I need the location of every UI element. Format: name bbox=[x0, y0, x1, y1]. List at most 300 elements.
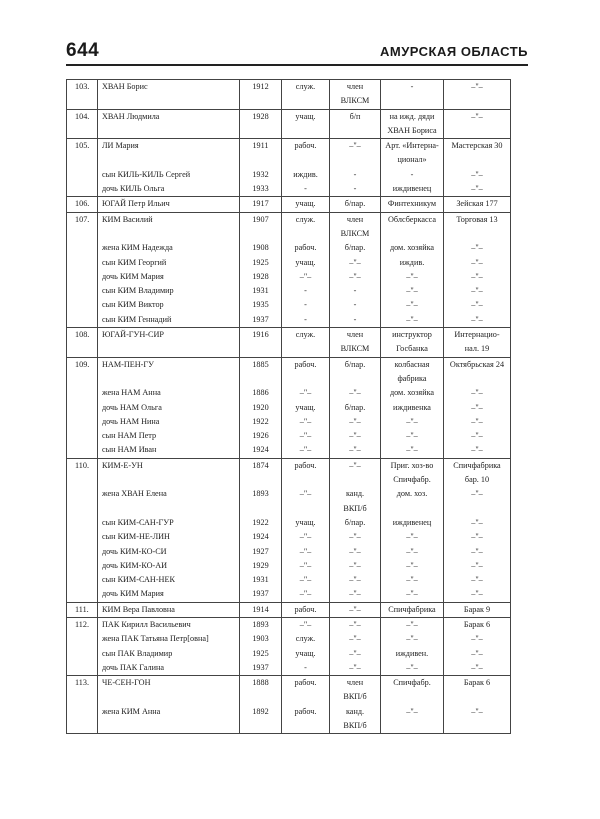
birth-year: 1928 bbox=[252, 111, 269, 121]
social-status: учащ. bbox=[295, 648, 316, 658]
person-name: ХВАН Борис bbox=[102, 82, 148, 91]
record-number-cell bbox=[67, 617, 98, 675]
address: –"– bbox=[471, 431, 483, 441]
birth-year-cell bbox=[240, 617, 282, 675]
address: –"– bbox=[471, 706, 483, 716]
social-status: –"– bbox=[299, 546, 312, 556]
person-name: дочь КИЛЬ Ольга bbox=[102, 184, 165, 194]
record-number: 106. bbox=[75, 199, 90, 209]
party-membership: - bbox=[353, 300, 357, 310]
workplace: Приг. хоз-во bbox=[390, 460, 434, 470]
running-header-region: АМУРСКАЯ ОБЛАСТЬ bbox=[380, 44, 528, 59]
person-name: сын КИМ-НЕ-ЛИН bbox=[102, 532, 170, 542]
workplace: –"– bbox=[406, 546, 418, 556]
birth-year: 1920 bbox=[252, 402, 269, 412]
social-status bbox=[284, 473, 327, 487]
table-row bbox=[67, 80, 511, 110]
person-name: дочь КИМ-КО-СИ bbox=[102, 546, 167, 556]
birth-year: 1914 bbox=[252, 604, 269, 614]
record-number-cell bbox=[67, 197, 98, 212]
person-name: жена КИМ Надежда bbox=[102, 243, 173, 253]
social-status: –"– bbox=[299, 416, 312, 426]
workplace: - bbox=[410, 169, 414, 179]
record-number: 111. bbox=[75, 604, 89, 614]
workplace: Спичфабрика bbox=[388, 604, 436, 614]
person-name: КИМ-Е-УН bbox=[102, 460, 143, 470]
address: –"– bbox=[471, 243, 483, 253]
birth-year bbox=[242, 719, 279, 733]
birth-year: 1927 bbox=[252, 546, 269, 556]
person-name bbox=[102, 719, 237, 733]
person-name: КИМ Василий bbox=[102, 214, 153, 224]
record-number-cell bbox=[67, 458, 98, 602]
workplace-cell bbox=[381, 357, 444, 458]
birth-year: 1928 bbox=[252, 271, 269, 281]
birth-year: 1937 bbox=[252, 662, 269, 672]
address: –"– bbox=[471, 445, 483, 455]
record-number: 103. bbox=[75, 82, 90, 91]
address: –"– bbox=[471, 388, 483, 398]
party-membership: ВКП/б bbox=[343, 721, 367, 731]
address: –"– bbox=[471, 314, 483, 324]
social-status bbox=[284, 372, 327, 386]
birth-year bbox=[242, 124, 279, 138]
birth-year: 1931 bbox=[252, 575, 269, 585]
party-membership: –"– bbox=[349, 460, 361, 470]
record-number: 107. bbox=[75, 214, 90, 224]
birth-year: 1932 bbox=[252, 169, 269, 179]
person-name: НАМ-ПЕН-ГУ bbox=[102, 359, 154, 369]
social-status-cell bbox=[282, 212, 330, 327]
person-name bbox=[102, 690, 237, 704]
birth-year: 1922 bbox=[252, 517, 269, 527]
party-membership: –"– bbox=[349, 648, 361, 658]
birth-year-cell bbox=[240, 458, 282, 602]
person-name-cell bbox=[98, 357, 240, 458]
table-row bbox=[67, 676, 511, 734]
birth-year: 1926 bbox=[252, 431, 269, 441]
social-status: - bbox=[304, 662, 307, 672]
party-membership: –"– bbox=[349, 388, 361, 398]
workplace-cell bbox=[381, 139, 444, 197]
person-name: ЮГАЙ-ГУН-СИР bbox=[102, 330, 164, 340]
birth-year: 1907 bbox=[252, 214, 269, 224]
table-row bbox=[67, 617, 511, 675]
address bbox=[446, 153, 508, 167]
workplace-cell bbox=[381, 602, 444, 617]
person-name: сын КИМ Владимир bbox=[102, 286, 174, 296]
party-membership: –"– bbox=[349, 141, 361, 151]
workplace bbox=[383, 690, 441, 704]
party-membership: –"– bbox=[349, 575, 361, 585]
page-number: 644 bbox=[66, 40, 100, 61]
record-number: 104. bbox=[75, 111, 90, 121]
workplace: –"– bbox=[406, 634, 418, 644]
party-membership: –"– bbox=[349, 560, 361, 570]
record-number: 109. bbox=[75, 359, 90, 369]
person-name-cell bbox=[98, 80, 240, 110]
person-name bbox=[102, 372, 237, 386]
person-name bbox=[102, 227, 237, 241]
party-membership: б/пар. bbox=[344, 199, 366, 209]
social-status: служ. bbox=[295, 82, 316, 91]
workplace: Арт. «Интерна- bbox=[385, 141, 439, 151]
social-status-cell bbox=[282, 602, 330, 617]
social-status: - bbox=[304, 314, 307, 324]
social-status-cell bbox=[282, 328, 330, 358]
person-name: жена КИМ Анна bbox=[102, 706, 161, 716]
person-name: жена ХВАН Елена bbox=[102, 489, 167, 499]
social-status: –"– bbox=[299, 575, 312, 585]
party-membership: член bbox=[346, 82, 364, 91]
party-membership bbox=[332, 372, 378, 386]
address-cell bbox=[444, 602, 511, 617]
address bbox=[446, 94, 508, 108]
birth-year: 1911 bbox=[252, 141, 269, 151]
party-membership: б/п bbox=[349, 111, 361, 121]
social-status: рабоч. bbox=[294, 243, 317, 253]
registry-table bbox=[66, 79, 511, 734]
person-name bbox=[102, 153, 237, 167]
birth-year bbox=[242, 473, 279, 487]
table-row bbox=[67, 139, 511, 197]
person-name-cell bbox=[98, 617, 240, 675]
address: –"– bbox=[471, 560, 483, 570]
workplace: –"– bbox=[406, 662, 418, 672]
workplace: Спичфабр. bbox=[393, 475, 431, 485]
birth-year: 1925 bbox=[252, 257, 269, 267]
birth-year-cell bbox=[240, 197, 282, 212]
birth-year-cell bbox=[240, 676, 282, 734]
person-name: ХВАН Людмила bbox=[102, 111, 160, 121]
workplace: инструктор bbox=[392, 330, 432, 340]
address: нал. 19 bbox=[464, 344, 490, 354]
person-name: ПАК Кирилл Васильевич bbox=[102, 619, 191, 629]
table-row bbox=[67, 197, 511, 212]
party-membership: ВКП/б bbox=[343, 692, 367, 702]
address: –"– bbox=[471, 169, 483, 179]
social-status bbox=[284, 94, 327, 108]
social-status: рабоч. bbox=[294, 359, 317, 369]
person-name: дочь НАМ Ольга bbox=[102, 402, 162, 412]
address: Барак 9 bbox=[463, 604, 491, 614]
address: –"– bbox=[471, 184, 483, 194]
party-membership: –"– bbox=[349, 546, 361, 556]
record-number-cell bbox=[67, 139, 98, 197]
person-name: сын КИМ Георгий bbox=[102, 257, 167, 267]
workplace: –"– bbox=[406, 300, 418, 310]
social-status bbox=[284, 227, 327, 241]
workplace: ХВАН Бориса bbox=[387, 125, 437, 135]
address: Зейская 177 bbox=[456, 199, 498, 209]
social-status: –"– bbox=[299, 271, 312, 281]
address: –"– bbox=[471, 82, 483, 91]
address bbox=[446, 502, 508, 516]
workplace: –"– bbox=[406, 286, 418, 296]
social-status-cell bbox=[282, 197, 330, 212]
birth-year: 1888 bbox=[252, 678, 269, 688]
social-status: –"– bbox=[299, 589, 312, 599]
address-cell bbox=[444, 357, 511, 458]
party-membership: –"– bbox=[349, 431, 361, 441]
record-number: 110. bbox=[75, 460, 90, 470]
party-membership: ВЛКСМ bbox=[340, 344, 370, 354]
party-membership: –"– bbox=[349, 589, 361, 599]
person-name: сын ПАК Владимир bbox=[102, 648, 173, 658]
party-membership: б/пар. bbox=[344, 243, 366, 253]
address-cell bbox=[444, 109, 511, 139]
person-name: ЧЕ-СЕН-ГОН bbox=[102, 678, 151, 688]
workplace: –"– bbox=[406, 619, 418, 629]
social-status-cell bbox=[282, 676, 330, 734]
workplace: –"– bbox=[406, 314, 418, 324]
record-number-cell bbox=[67, 602, 98, 617]
record-number-cell bbox=[67, 357, 98, 458]
record-number-cell bbox=[67, 80, 98, 110]
person-name: дочь КИМ-КО-АИ bbox=[102, 560, 168, 570]
address: Мастерская 30 bbox=[451, 141, 503, 151]
address: Спичфабрика bbox=[453, 460, 501, 470]
person-name: ЮГАЙ Петр Ильич bbox=[102, 199, 170, 209]
birth-year-cell bbox=[240, 109, 282, 139]
social-status: рабоч. bbox=[294, 678, 317, 688]
address-cell bbox=[444, 80, 511, 110]
birth-year: 1937 bbox=[252, 589, 269, 599]
person-name: дочь НАМ Нина bbox=[102, 416, 160, 426]
birth-year: 1933 bbox=[252, 184, 269, 194]
workplace bbox=[383, 227, 441, 241]
social-status bbox=[284, 502, 327, 516]
workplace: Спичфабр. bbox=[393, 678, 431, 688]
social-status-cell bbox=[282, 139, 330, 197]
address: –"– bbox=[471, 271, 483, 281]
party-membership: - bbox=[353, 286, 357, 296]
person-name bbox=[102, 342, 237, 356]
party-membership bbox=[332, 153, 378, 167]
party-membership bbox=[332, 124, 378, 138]
table-row bbox=[67, 458, 511, 602]
birth-year: 1916 bbox=[252, 330, 269, 340]
workplace bbox=[383, 502, 441, 516]
party-membership: –"– bbox=[349, 662, 361, 672]
workplace: иждивен. bbox=[395, 648, 429, 658]
address: –"– bbox=[471, 648, 483, 658]
record-number: 113. bbox=[75, 678, 90, 688]
birth-year: 1903 bbox=[252, 634, 269, 644]
birth-year: 1937 bbox=[252, 314, 269, 324]
party-membership-cell bbox=[330, 80, 381, 110]
social-status: - bbox=[304, 286, 307, 296]
workplace-cell bbox=[381, 197, 444, 212]
social-status: - bbox=[304, 300, 307, 310]
workplace: –"– bbox=[406, 445, 418, 455]
social-status: иждив. bbox=[293, 169, 318, 179]
party-membership bbox=[332, 473, 378, 487]
workplace-cell bbox=[381, 676, 444, 734]
workplace: фабрика bbox=[397, 373, 427, 383]
workplace: иждив. bbox=[399, 257, 425, 267]
address: –"– bbox=[471, 662, 483, 672]
address: Октябрьская 24 bbox=[449, 359, 505, 369]
birth-year-cell bbox=[240, 80, 282, 110]
workplace-cell bbox=[381, 212, 444, 327]
social-status: учащ. bbox=[295, 199, 316, 209]
header-rule bbox=[66, 64, 528, 66]
party-membership-cell bbox=[330, 617, 381, 675]
address: Барак 6 bbox=[463, 678, 491, 688]
workplace: –"– bbox=[406, 532, 418, 542]
person-name bbox=[102, 473, 237, 487]
address-cell bbox=[444, 139, 511, 197]
workplace: –"– bbox=[406, 271, 418, 281]
social-status: рабоч. bbox=[294, 141, 317, 151]
workplace: - bbox=[410, 82, 414, 91]
person-name: жена ПАК Татьяна Петр[овна] bbox=[102, 634, 209, 644]
person-name: сын КИМ-САН-НЕК bbox=[102, 575, 175, 585]
workplace-cell bbox=[381, 458, 444, 602]
workplace: Финтехникум bbox=[387, 199, 437, 209]
party-membership: - bbox=[353, 169, 357, 179]
social-status-cell bbox=[282, 357, 330, 458]
address-cell bbox=[444, 617, 511, 675]
workplace bbox=[383, 719, 441, 733]
social-status: –"– bbox=[299, 388, 312, 398]
address bbox=[446, 690, 508, 704]
workplace: –"– bbox=[406, 575, 418, 585]
social-status bbox=[284, 153, 327, 167]
social-status: - bbox=[304, 184, 307, 194]
workplace: –"– bbox=[406, 416, 418, 426]
person-name-cell bbox=[98, 328, 240, 358]
party-membership: б/пар. bbox=[344, 359, 366, 369]
party-membership: –"– bbox=[349, 257, 361, 267]
birth-year bbox=[242, 94, 279, 108]
person-name: жена НАМ Анна bbox=[102, 388, 161, 398]
social-status: служ. bbox=[295, 330, 316, 340]
address: –"– bbox=[471, 286, 483, 296]
workplace: иждивенка bbox=[393, 402, 431, 412]
social-status: учащ. bbox=[295, 111, 316, 121]
person-name: сын КИМ Виктор bbox=[102, 300, 164, 310]
party-membership: ВЛКСМ bbox=[340, 96, 370, 106]
birth-year: 1917 bbox=[252, 199, 269, 209]
social-status: –"– bbox=[299, 489, 312, 499]
person-name: сын НАМ Петр bbox=[102, 431, 157, 441]
party-membership: канд. bbox=[345, 489, 365, 499]
birth-year-cell bbox=[240, 357, 282, 458]
address-cell bbox=[444, 328, 511, 358]
person-name-cell bbox=[98, 676, 240, 734]
social-status-cell bbox=[282, 458, 330, 602]
social-status: служ. bbox=[295, 634, 316, 644]
address bbox=[446, 719, 508, 733]
workplace: на ижд. дяди bbox=[389, 111, 435, 121]
social-status: –"– bbox=[299, 532, 312, 542]
address-cell bbox=[444, 212, 511, 327]
birth-year: 1912 bbox=[252, 82, 269, 91]
social-status: рабоч. bbox=[294, 460, 317, 470]
birth-year bbox=[242, 342, 279, 356]
address: –"– bbox=[471, 489, 483, 499]
address: –"– bbox=[471, 634, 483, 644]
social-status bbox=[284, 690, 327, 704]
social-status: –"– bbox=[299, 445, 312, 455]
record-number-cell bbox=[67, 109, 98, 139]
person-name: сын КИЛЬ-КИЛЬ Сергей bbox=[102, 169, 191, 179]
person-name-cell bbox=[98, 212, 240, 327]
record-number: 105. bbox=[75, 141, 90, 151]
party-membership-cell bbox=[330, 109, 381, 139]
party-membership: б/пар. bbox=[344, 517, 366, 527]
party-membership-cell bbox=[330, 212, 381, 327]
person-name: дочь КИМ Мария bbox=[102, 589, 164, 599]
record-number: 108. bbox=[75, 330, 90, 340]
party-membership: - bbox=[353, 314, 357, 324]
address: –"– bbox=[471, 575, 483, 585]
birth-year: 1893 bbox=[252, 489, 269, 499]
address: –"– bbox=[471, 257, 483, 267]
person-name: КИМ Вера Павловна bbox=[102, 604, 175, 614]
person-name: дочь ПАК Галина bbox=[102, 662, 164, 672]
social-status: учащ. bbox=[295, 517, 316, 527]
workplace-cell bbox=[381, 617, 444, 675]
table-row bbox=[67, 212, 511, 327]
party-membership: член bbox=[346, 214, 364, 224]
workplace-cell bbox=[381, 80, 444, 110]
social-status: учащ. bbox=[295, 257, 316, 267]
record-number-cell bbox=[67, 212, 98, 327]
party-membership: канд. bbox=[345, 706, 365, 716]
social-status: –"– bbox=[299, 560, 312, 570]
social-status: учащ. bbox=[295, 402, 316, 412]
record-number-cell bbox=[67, 328, 98, 358]
address: –"– bbox=[471, 546, 483, 556]
address: –"– bbox=[471, 300, 483, 310]
party-membership: ВКП/б bbox=[343, 503, 367, 513]
person-name-cell bbox=[98, 109, 240, 139]
social-status: рабоч. bbox=[294, 706, 317, 716]
workplace-cell bbox=[381, 328, 444, 358]
party-membership-cell bbox=[330, 458, 381, 602]
party-membership: –"– bbox=[349, 416, 361, 426]
workplace: –"– bbox=[406, 706, 418, 716]
party-membership-cell bbox=[330, 328, 381, 358]
birth-year-cell bbox=[240, 602, 282, 617]
person-name: ЛИ Мария bbox=[102, 141, 139, 151]
address: –"– bbox=[471, 402, 483, 412]
workplace: Облсберкасса bbox=[388, 214, 436, 224]
workplace: ционал» bbox=[397, 155, 427, 165]
workplace: –"– bbox=[406, 560, 418, 570]
birth-year: 1924 bbox=[252, 532, 269, 542]
social-status: рабоч. bbox=[294, 604, 317, 614]
social-status: –"– bbox=[299, 431, 312, 441]
address bbox=[446, 372, 508, 386]
party-membership: –"– bbox=[349, 619, 361, 629]
address bbox=[446, 227, 508, 241]
birth-year: 1885 bbox=[252, 359, 269, 369]
address: –"– bbox=[471, 416, 483, 426]
birth-year-cell bbox=[240, 139, 282, 197]
workplace: дом. хозяйка bbox=[389, 243, 435, 253]
address: Интернацио- bbox=[454, 330, 500, 340]
birth-year: 1893 bbox=[252, 619, 269, 629]
party-membership-cell bbox=[330, 602, 381, 617]
birth-year: 1922 bbox=[252, 416, 269, 426]
social-status-cell bbox=[282, 109, 330, 139]
person-name bbox=[102, 124, 237, 138]
address: Торговая 13 bbox=[456, 214, 498, 224]
